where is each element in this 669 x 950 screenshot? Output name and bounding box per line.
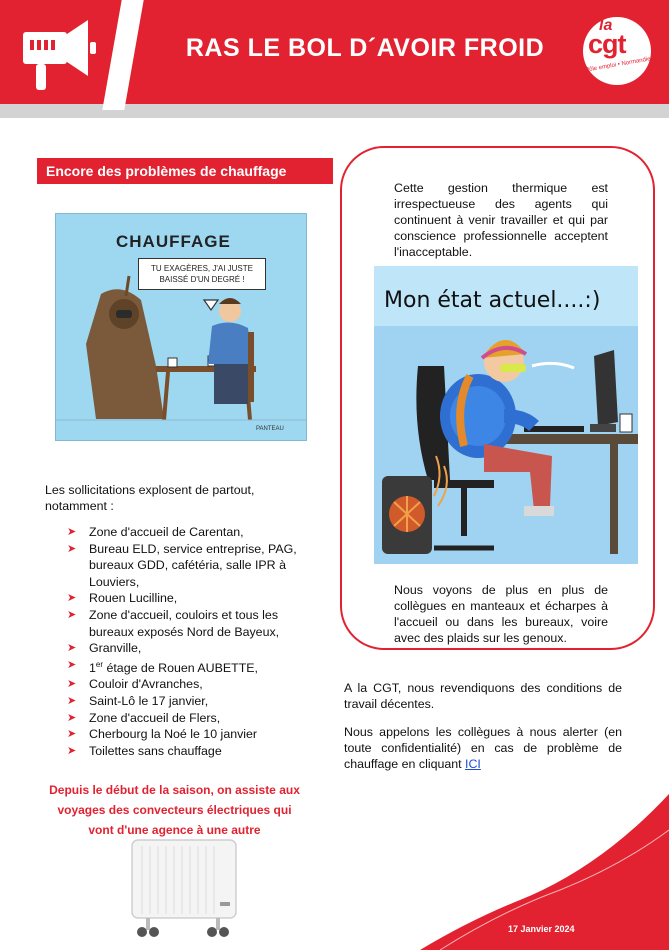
arrow-bullet-icon: ➤ xyxy=(67,728,77,741)
para1-line: Cette gestion thermique est xyxy=(394,181,608,195)
list-item xyxy=(67,657,317,677)
list-item xyxy=(67,743,317,760)
claim-line: travail décentes. xyxy=(344,697,435,711)
heater-note-line: Depuis le début de la saison, on assiste aux xyxy=(49,783,300,797)
heater-note-line: voyages des convecteurs électriques qui xyxy=(57,803,292,817)
footer-date: 17 Janvier 2024 xyxy=(508,924,575,934)
list-item-line: Granville, xyxy=(89,641,142,656)
cgt-logo xyxy=(580,14,654,88)
para1-line: continuent à venir travailler et qui par xyxy=(394,213,608,227)
list-item xyxy=(67,710,317,727)
list-item-line: bureaux GDD, cafétéria, salle IPR à xyxy=(89,558,286,573)
list-item xyxy=(67,693,317,710)
list-item-line: étage de Rouen AUBETTE, xyxy=(103,660,259,675)
intro-line-2: notamment : xyxy=(45,499,114,513)
cartoon1-drawing xyxy=(56,214,306,440)
list-item-superscript: er xyxy=(95,659,104,669)
cartoon-chauffage xyxy=(55,213,307,441)
arrow-bullet-icon: ➤ xyxy=(67,592,77,605)
list-item-line: Bureau ELD, service entreprise, PAG, xyxy=(89,541,297,556)
cartoon1-signature: PANTEAU xyxy=(256,426,284,432)
cartoon1-title: CHAUFFAGE xyxy=(116,232,231,251)
list-item-line: Zone d'accueil, couloirs et tous les xyxy=(89,607,279,622)
claim-line: A la CGT, nous revendiquons des conditions de xyxy=(344,681,622,695)
arrow-bullet-icon: ➤ xyxy=(67,658,77,671)
thermal-management-text xyxy=(394,180,608,260)
list-item-line: Louviers, xyxy=(89,574,140,589)
list-item-line: bureaux exposés Nord de Bayeux, xyxy=(89,624,280,639)
sites-list xyxy=(67,524,317,759)
list-item xyxy=(67,726,317,743)
para2-line: collègues en manteaux et écharpes à xyxy=(394,599,608,613)
arrow-bullet-icon: ➤ xyxy=(67,678,77,691)
intro-text xyxy=(45,482,315,514)
list-item xyxy=(67,607,317,640)
arrow-bullet-icon: ➤ xyxy=(67,542,77,555)
list-item-line: Rouen Lucilline, xyxy=(89,591,178,606)
para2-line: l'accueil ou dans les bureaux, voire xyxy=(394,615,608,629)
para1-line: conscience professionnelle acceptent xyxy=(394,229,608,243)
arrow-bullet-icon: ➤ xyxy=(67,711,77,724)
para2-line: avec des plaids sur les genoux. xyxy=(394,631,567,645)
list-item-line: Cherbourg la Noé le 10 janvier xyxy=(89,727,258,742)
para1-line: l'inacceptable. xyxy=(394,245,473,259)
alert-text xyxy=(344,724,622,772)
heater-note-line: vont d'une agence à une autre xyxy=(88,823,261,837)
logo-cgt: cgt xyxy=(588,29,626,59)
list-item-line: Zone d'accueil de Flers, xyxy=(89,710,221,725)
list-item xyxy=(67,640,317,657)
list-item xyxy=(67,676,317,693)
claim-text xyxy=(344,680,622,712)
cartoon-cold-office xyxy=(374,266,638,564)
report-heating-link[interactable]: ICI xyxy=(465,757,481,771)
list-item-line: Zone d'accueil de Carentan, xyxy=(89,525,244,539)
para2-line: Nous voyons de plus en plus de xyxy=(394,583,608,597)
cartoon2-drawing xyxy=(374,266,638,564)
list-item xyxy=(67,541,317,591)
list-item xyxy=(67,524,317,541)
arrow-bullet-icon: ➤ xyxy=(67,695,77,708)
cartoon1-speech-bubble: TU EXAGÈRES, J'AI JUSTE BAISSÉ D'UN DEGRÉ ! xyxy=(138,258,266,290)
list-item-number: 1 xyxy=(89,660,96,675)
list-item-line: Toilettes sans chauffage xyxy=(89,743,222,758)
page-title: RAS LE BOL D´AVOIR FROID xyxy=(185,34,545,62)
megaphone-icon xyxy=(20,16,100,94)
list-item xyxy=(67,590,317,607)
alert-line: chauffage en cliquant xyxy=(344,757,466,771)
cartoon2-caption: Mon état actuel....:) xyxy=(384,288,601,313)
list-item-line: Couloir d'Avranches, xyxy=(89,677,203,692)
arrow-bullet-icon: ➤ xyxy=(67,642,77,655)
arrow-bullet-icon: ➤ xyxy=(67,526,77,538)
logo-la: la xyxy=(599,17,613,34)
para1-line: irrespectueuse des agents qui xyxy=(394,197,608,211)
alert-line: toute confidentialité) en cas de problème de xyxy=(344,741,622,755)
arrow-bullet-icon: ➤ xyxy=(67,744,77,757)
section-heading: Encore des problèmes de chauffage xyxy=(37,158,333,184)
arrow-bullet-icon: ➤ xyxy=(67,608,77,621)
colleagues-text xyxy=(394,582,608,646)
list-item-line: Saint-Lô le 17 janvier, xyxy=(89,694,209,709)
alert-line: Nous appelons les collègues à nous alerter (en xyxy=(344,725,622,739)
intro-line-1: Les sollicitations explosent de partout, xyxy=(45,483,255,497)
logo-tagline: Pôle emploi • Normandie xyxy=(584,56,652,74)
